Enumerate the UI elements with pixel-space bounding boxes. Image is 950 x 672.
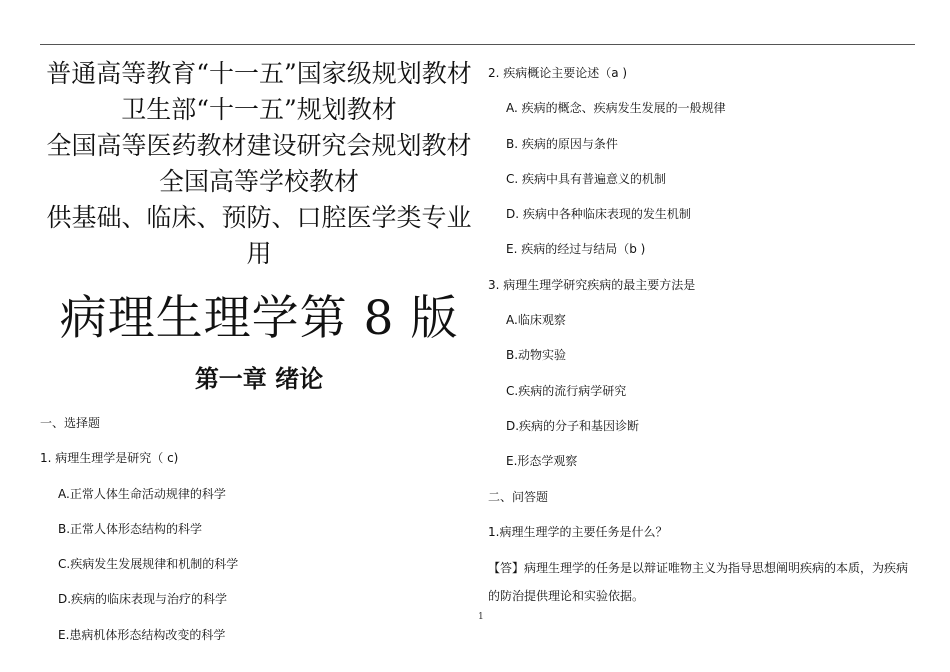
section-heading-qa: 二、问答题 (488, 489, 549, 504)
header-line-4: 全国高等学校教材 (158, 167, 359, 196)
question-3-option-b: B.动物实验 (506, 348, 567, 363)
question-2-option-d: D. 疾病中各种临床表现的发生机制 (506, 207, 691, 222)
question-3-option-a: A.临床观察 (506, 313, 566, 328)
question-2-option-b: B. 疾病的原因与条件 (506, 136, 618, 151)
question-2-option-e: E. 疾病的经过与结局（b ) (506, 242, 646, 257)
book-title: 病理生理学第 8 版 (59, 291, 459, 346)
qa-answer-1 (488, 554, 918, 610)
header-line-2: 卫生部“十一五”规划教材 (121, 95, 397, 124)
chapter-heading: 第一章 绪论 (194, 365, 324, 393)
header-line-3: 全国高等医药教材建设研究会规划教材 (46, 131, 472, 160)
question-1-option-e: E.患病机体形态结构改变的科学 (58, 627, 226, 642)
header-line-1: 普通高等教育“十一五”国家级规划教材 (46, 59, 472, 88)
question-3-stem: 3. 病理生理学研究疾病的最主要方法是 (488, 277, 696, 292)
question-2-option-a: A. 疾病的概念、疾病发生发展的一般规律 (506, 101, 726, 116)
question-1-option-b: B.正常人体形态结构的科学 (58, 521, 203, 536)
section-heading-choice: 一、选择题 (40, 416, 101, 430)
top-rule (40, 44, 915, 45)
answer-label: 【答】 (488, 561, 525, 576)
header-line-5: 供基础、临床、预防、口腔医学类专业 (46, 203, 472, 232)
right-column (488, 56, 918, 610)
question-2-stem: 2. 疾病概论主要论述（a ) (488, 66, 628, 80)
left-column (40, 56, 478, 653)
question-1-option-c: C.疾病发生发展规律和机制的科学 (58, 557, 239, 572)
header-line-6: 用 (246, 239, 272, 268)
qa-question-1: 1.病理生理学的主要任务是什么？ (488, 524, 668, 539)
question-1-option-d: D.疾病的临床表现与治疗的科学 (58, 592, 228, 607)
answer-text: 病理生理学的任务是以辩证唯物主义为指导思想阐明疾病的本质，为疾病的防治提供理论和实验依据。 (488, 561, 909, 604)
question-3-option-e: E.形态学观察 (506, 454, 578, 469)
question-2-option-c: C. 疾病中具有普遍意义的机制 (506, 171, 667, 186)
question-1-option-a: A.正常人体生命活动规律的科学 (58, 486, 226, 501)
question-3-option-d: D.疾病的分子和基因诊断 (506, 418, 640, 433)
question-1-stem: 1. 病理生理学是研究（ c) (40, 451, 179, 466)
page-number: 1 (478, 612, 484, 622)
question-3-option-c: C.疾病的流行病学研究 (506, 383, 627, 398)
